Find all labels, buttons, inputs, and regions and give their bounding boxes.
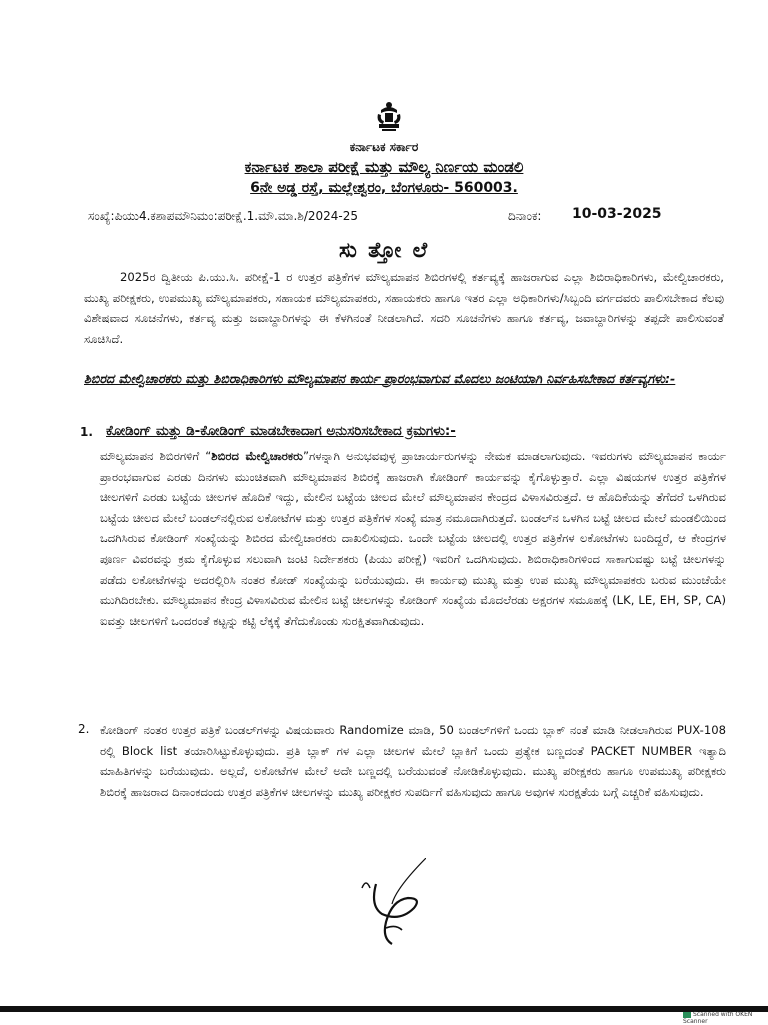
circular-title: ಸು ತ್ತೋ ಲೆ	[338, 238, 430, 262]
item-text: ಮೌಲ್ಯಮಾಪನ ಶಿಬಿರಗಳಿಗೆ “	[100, 449, 212, 463]
bottom-rule	[0, 1006, 768, 1012]
item-paragraph: ಕೋಡಿಂಗ್ ನಂತರ ಉತ್ತರ ಪತ್ರಿಕೆ ಬಂಡಲ್‌ಗಳನ್ನು ವಿಷಯವಾರು Randomize ಮಾಡಿ, 50 ಬಂಡಲ್‌ಗಳಿಗೆ ಒಂದು ಬ್ಲಾಕ್ ನಂತೆ ಮಾಡಿ ನೀಡಲಾಗಿರುವ PUX-108 ರಲ್ಲಿ Block list ತಯಾರಿಸಿಟ್ಟುಕೊಳ್ಳುವುದು. ಪ್ರತಿ ಬ್ಲಾಕ್ ಗಳ ಎಲ್ಲಾ ಚೀಲಗಳ ಮೇಲೆ ಬ್ಲಾಕಿಗೆ ಒಂದು ಪ್ರತ್ಯೇಕ ಬಣ್ಣದಂತೆ PACKET NUMBER ಇತ್ಯಾದಿ ಮಾಹಿತಿಗಳನ್ನು ಬರೆಯುವುದು. ಅಲ್ಲದೆ, ಲಕೋಟೆಗಳ ಮೇಲೆ ಅದೇ ಬಣ್ಣದಲ್ಲಿ ಬರೆಯುವಂತೆ ನೋಡಿಕೊಳ್ಳುವುದು. ಮುಖ್ಯ ಪರೀಕ್ಷಕರು ಹಾಗೂ ಉಪಮುಖ್ಯ ಪರೀಕ್ಷಕರು ಶಿಬಿರಕ್ಕೆ ಹಾಜರಾದ ದಿನಾಂಕದಂದು ಉತ್ತರ ಪತ್ರಿಕೆಗಳ ಚೀಲಗಳನ್ನು ಮುಖ್ಯ ಪರೀಕ್ಷಕರ ಸುಪರ್ದಿಗೆ ವಹಿಸುವುದು ಹಾಗೂ ಅವುಗಳ ಸುರಕ್ಷತೆಯ ಬಗ್ಗೆ ಎಚ್ಚರಿಕೆ ವಹಿಸುವುದು.	[100, 723, 726, 799]
section-heading: ಶಿಬಿರದ ಮೇಲ್ವಿಚಾರಕರು ಮತ್ತು ಶಿಬಿರಾಧಿಕಾರಿಗಳು ಮೌಲ್ಯಮಾಪನ ಕಾರ್ಯ ಪ್ರಾರಂಭವಾಗುವ ಮೊದಲು ಜಂಟಿಯಾಗಿ ನಿರ್ವಹಿಸಬೇಕಾದ ಕರ್ತವ್ಯಗಳು:-	[84, 371, 676, 386]
scanner-logo-icon	[683, 1012, 691, 1018]
government-label: ಕರ್ನಾಟಕ ಸರ್ಕಾರ	[349, 140, 419, 154]
item-text: ”ಗಳನ್ನಾಗಿ ಅನುಭವವುಳ್ಳ ಪ್ರಾಚಾರ್ಯರುಗಳನ್ನು ನೇಮಕ ಮಾಡಲಾಗುವುದು. ಇವರುಗಳು ಮೌಲ್ಯಮಾಪನ ಕಾರ್ಯ ಪ್ರಾರಂಭವಾಗುವ ಎರಡು ದಿನಗಳು ಮುಂಚಿತವಾಗಿ ಮೌಲ್ಯಮಾಪನ ಶಿಬಿರಕ್ಕೆ ಹಾಜರಾಗಿ ಕೋಡಿಂಗ್ ಕಾರ್ಯವನ್ನು ಕೈಗೊಳ್ಳುತ್ತಾರೆ. ಎಲ್ಲಾ ವಿಷಯಗಳ ಉತ್ತರ ಪತ್ರಿಕೆಗಳ ಚೀಲಗಳಿಗೆ ಎರಡು ಬಟ್ಟೆಯ ಚೀಲಗಳ ಹೊದಿಕೆ ಇದ್ದು, ಮೇಲಿನ ಬಟ್ಟೆಯ ಚೀಲದ ಮೇಲೆ ಮೌಲ್ಯಮಾಪನ ಕೇಂದ್ರದ ವಿಳಾಸವಿರುತ್ತದೆ. ಆ ಹೊದಿಕೆಯನ್ನು ತೆಗೆದರೆ ಒಳಗಿರುವ ಬಟ್ಟೆಯ ಚೀಲದ ಮೇಲೆ ಬಂಡಲ್‌ನಲ್ಲಿರುವ ಲಕೋಟೆಗಳ ಮತ್ತು ಉತ್ತರ ಪತ್ರಿಕೆಗಳ ಸಂಖ್ಯೆ ಮಾತ್ರ ನಮೂದಾಗಿರುತ್ತದೆ. ಬಂಡಲ್‌ನ ಒಳಗಿನ ಬಟ್ಟೆ ಚೀಲದ ಮೇಲೆ ಮಂಡಲಿಯಿಂದ ಒದಗಿಸಿರುವ ಕೋಡಿಂಗ್ ಸಂಖ್ಯೆಯನ್ನು ಶಿಬಿರದ ಮೇಲ್ವಿಚಾರಕರು ದಾಖಲಿಸುವುದು. ಒಂದೇ ಬಟ್ಟೆಯ ಚೀಲದಲ್ಲಿ ಉತ್ತರ ಪತ್ರಿಕೆಗಳ ಲಕೋಟೆಗಳು ಬಂದಿದ್ದರೆ, ಆ ಕೇಂದ್ರಗಳ ಪೂರ್ಣ ವಿವರವನ್ನು ಕ್ರಮ ಕೈಗೊಳ್ಳುವ ಸಲುವಾಗಿ ಜಂಟಿ ನಿರ್ದೇಶಕರು (ಪಿಯು ಪರೀಕ್ಷೆ) ಇವರಿಗೆ ಒದಗಿಸುವುದು. ಶಿಬಿರಾಧಿಕಾರಿಗಳಿಂದ ಸಾಕಾಗುವಷ್ಟು ಬಟ್ಟೆ ಚೀಲಗಳನ್ನು ಪಡೆದು ಲಕೋಟೆಗಳನ್ನು ಅದರಲ್ಲಿರಿಸಿ ನಂತರ ಕೋಡ್ ಸಂಖ್ಯೆಯನ್ನು ಬರೆಯುವುದು. ಈ ಕಾರ್ಯವು ಮುಖ್ಯ ಮತ್ತು ಉಪ ಮುಖ್ಯ ಮೌಲ್ಯಮಾಪಕರು ಬರುವ ಮುಂಚೆಯೇ ಮುಗಿದಿರಬೇಕು. ಮೌಲ್ಯಮಾಪನ ಕೇಂದ್ರ ವಿಳಾಸವಿರುವ ಮೇಲಿನ ಬಟ್ಟೆ ಚೀಲಗಳನ್ನು ಕೋಡಿಂಗ್ ಸಂಖ್ಯೆಯ ಮೊದಲೆರಡು ಅಕ್ಷರಗಳ ಸಮೂಹಕ್ಕೆ (LK, LE, EH, SP, CA) ಐವತ್ತು ಚೀಲಗಳಿಗೆ ಒಂದರಂತೆ ಕಟ್ಟನ್ನು ಕಟ್ಟಿ ಲೆಕ್ಕಕ್ಕೆ ತೆಗೆದುಕೊಂಡು ಸುರಕ್ಷಿತವಾಗಿಡುವುದು.	[100, 449, 727, 628]
item-number: 2.	[78, 722, 90, 736]
item-heading: ಕೋಡಿಂಗ್ ಮತ್ತು ಡಿ-ಕೋಡಿಂಗ್ ಮಾಡಬೇಕಾದಾಗ ಅನುಸರಿಸಬೇಕಾದ ಕ್ರಮಗಳು:-	[106, 423, 456, 439]
signature-image	[356, 858, 426, 948]
scanner-watermark	[683, 1011, 768, 1025]
item-number: 1.	[80, 425, 93, 439]
item-paragraph	[100, 446, 726, 631]
reference-number: ಸಂಖ್ಯೆ:ಪಿಯು4.ಕಶಾಪಮೌನಿಮಂ:ಪರೀಕ್ಷೆ.1.ಮೌ.ಮಾ.ಶಿ/2024-25	[88, 209, 359, 223]
scanner-text: Scanned with OKEN Scanner	[683, 1011, 753, 1025]
board-address: 6ನೇ ಅಡ್ಡ ರಸ್ತೆ, ಮಲ್ಲೇಶ್ವರಂ, ಬೆಂಗಳೂರು- 560003.	[250, 180, 518, 196]
state-emblem-icon	[372, 100, 406, 134]
intro-paragraph: 2025ರ ದ್ವಿತೀಯ ಪಿ.ಯು.ಸಿ. ಪರೀಕ್ಷೆ-1 ರ ಉತ್ತರ ಪತ್ರಿಕೆಗಳ ಮೌಲ್ಯಮಾಪನ ಶಿಬಿರಗಳಲ್ಲಿ ಕರ್ತವ್ಯಕ್ಕೆ ಹಾಜರಾಗುವ ಎಲ್ಲಾ ಶಿಬಿರಾಧಿಕಾರಿಗಳು, ಮೇಲ್ವಿಚಾರಕರು, ಮುಖ್ಯ ಪರೀಕ್ಷಕರು, ಉಪಮುಖ್ಯ ಮೌಲ್ಯಮಾಪಕರು, ಸಹಾಯಕ ಮೌಲ್ಯಮಾಪಕರು, ಸಹಾಯಕರು ಹಾಗೂ ಇತರ ಎಲ್ಲಾ ಅಧಿಕಾರಿಗಳು/ಸಿಬ್ಬಂದಿ ವರ್ಗದವರು ಪಾಲಿಸಬೇಕಾದ ಕೆಲವು ವಿಶೇಷವಾದ ಸೂಚನೆಗಳು, ಕರ್ತವ್ಯ ಮತ್ತು ಜವಾಬ್ದಾರಿಗಳನ್ನು ಈ ಕೆಳಗಿನಂತೆ ನೀಡಲಾಗಿದೆ. ಸದರಿ ಸೂಚನೆಗಳು ಹಾಗೂ ಕರ್ತವ್ಯ, ಜವಾಬ್ದಾರಿಗಳನ್ನು ತಪ್ಪದೇ ಪಾಲಿಸುವಂತೆ ಸೂಚಿಸಿದೆ.	[84, 270, 724, 346]
date-label: ದಿನಾಂಕ:	[508, 209, 542, 223]
date-value: 10-03-2025	[572, 206, 662, 222]
board-name: ಕರ್ನಾಟಕ ಶಾಲಾ ಪರೀಕ್ಷೆ ಮತ್ತು ಮೌಲ್ಯ ನಿರ್ಣಯ ಮಂಡಲಿ	[244, 158, 524, 176]
item-text-bold: ಶಿಬಿರದ ಮೇಲ್ವಿಚಾರಕರು	[211, 449, 303, 463]
